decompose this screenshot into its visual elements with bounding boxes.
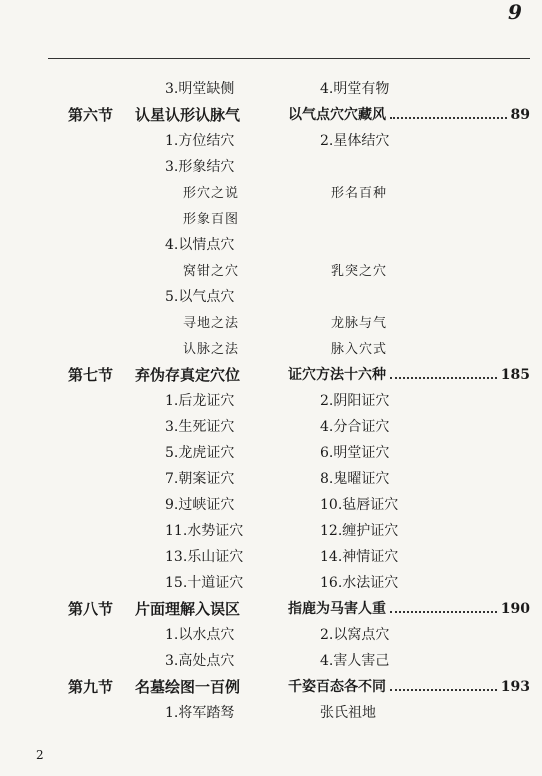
toc-item: 3.高处点穴 — [165, 653, 235, 669]
section-number: 第八节 — [68, 600, 114, 618]
dot-leader — [390, 117, 507, 119]
header-rule — [48, 58, 530, 59]
subtopic-item: 形象百图 — [183, 212, 240, 227]
toc-entry-leader — [288, 364, 530, 384]
toc-item: 6.明堂证穴 — [320, 445, 390, 461]
toc-item: 12.缠护证穴 — [320, 523, 399, 539]
toc-item: 5.以气点穴 — [165, 289, 235, 305]
subtopic-item: 乳突之穴 — [331, 264, 388, 279]
section-number: 第六节 — [68, 106, 114, 124]
toc-item: 1.以水点穴 — [165, 627, 235, 643]
toc-item: 4.明堂有物 — [320, 81, 390, 97]
toc-item: 张氏祖地 — [320, 705, 376, 721]
toc-item: 4.分合证穴 — [320, 419, 390, 435]
page-number: 2 — [36, 748, 44, 762]
section-page-number: 185 — [500, 367, 530, 383]
toc-item: 16.水法证穴 — [320, 575, 399, 591]
toc-entry-leader — [288, 676, 530, 696]
corner-mark: 9 — [508, 0, 522, 24]
section-page-number: 193 — [500, 679, 530, 695]
toc-item: 7.朝案证穴 — [165, 471, 235, 487]
section-subtitle: 证穴方法十六种 — [288, 367, 386, 383]
dot-leader — [390, 689, 497, 691]
toc-item: 11.水势证穴 — [165, 523, 244, 539]
toc-item: 9.过峡证穴 — [165, 497, 235, 513]
toc-item: 5.龙虎证穴 — [165, 445, 235, 461]
section-page-number: 89 — [510, 107, 530, 123]
toc-item: 15.十道证穴 — [165, 575, 244, 591]
section-page-number: 190 — [500, 601, 530, 617]
subtopic-item: 寻地之法 — [183, 316, 240, 331]
toc-item: 1.将军踏驽 — [165, 705, 235, 721]
section-title: 认星认形认脉气 — [135, 106, 241, 124]
toc-item: 4.以情点穴 — [165, 237, 235, 253]
toc-entry-leader — [288, 104, 530, 124]
toc-item: 8.鬼曜证穴 — [320, 471, 390, 487]
section-title: 弃伪存真定穴位 — [135, 366, 241, 384]
section-subtitle: 以气点穴穴藏风 — [288, 107, 386, 123]
subtopic-item: 认脉之法 — [183, 342, 240, 357]
toc-item: 2.阴阳证穴 — [320, 393, 390, 409]
subtopic-item: 脉入穴式 — [331, 342, 388, 357]
toc-item: 2.以窝点穴 — [320, 627, 390, 643]
subtopic-item: 形穴之说 — [183, 186, 240, 201]
toc-item: 3.形象结穴 — [165, 159, 235, 175]
dot-leader — [390, 611, 497, 613]
section-title: 名墓绘图一百例 — [135, 678, 241, 696]
section-subtitle: 千姿百态各不同 — [288, 679, 386, 695]
toc-item: 1.后龙证穴 — [165, 393, 235, 409]
toc-item: 3.明堂缺侧 — [165, 81, 235, 97]
toc-item: 2.星体结穴 — [320, 133, 390, 149]
toc-item: 10.毡唇证穴 — [320, 497, 399, 513]
toc-item: 4.害人害己 — [320, 653, 390, 669]
toc-item: 14.神情证穴 — [320, 549, 399, 565]
subtopic-item: 形名百种 — [331, 186, 388, 201]
subtopic-item: 窝钳之穴 — [183, 264, 240, 279]
section-number: 第九节 — [68, 678, 114, 696]
toc-entry-leader — [288, 598, 530, 618]
toc-item: 13.乐山证穴 — [165, 549, 244, 565]
toc-item: 1.方位结穴 — [165, 133, 235, 149]
section-subtitle: 指鹿为马害人重 — [288, 601, 386, 617]
section-number: 第七节 — [68, 366, 114, 384]
toc-item: 3.生死证穴 — [165, 419, 235, 435]
dot-leader — [390, 377, 497, 379]
section-title: 片面理解入误区 — [135, 600, 241, 618]
subtopic-item: 龙脉与气 — [331, 316, 388, 331]
